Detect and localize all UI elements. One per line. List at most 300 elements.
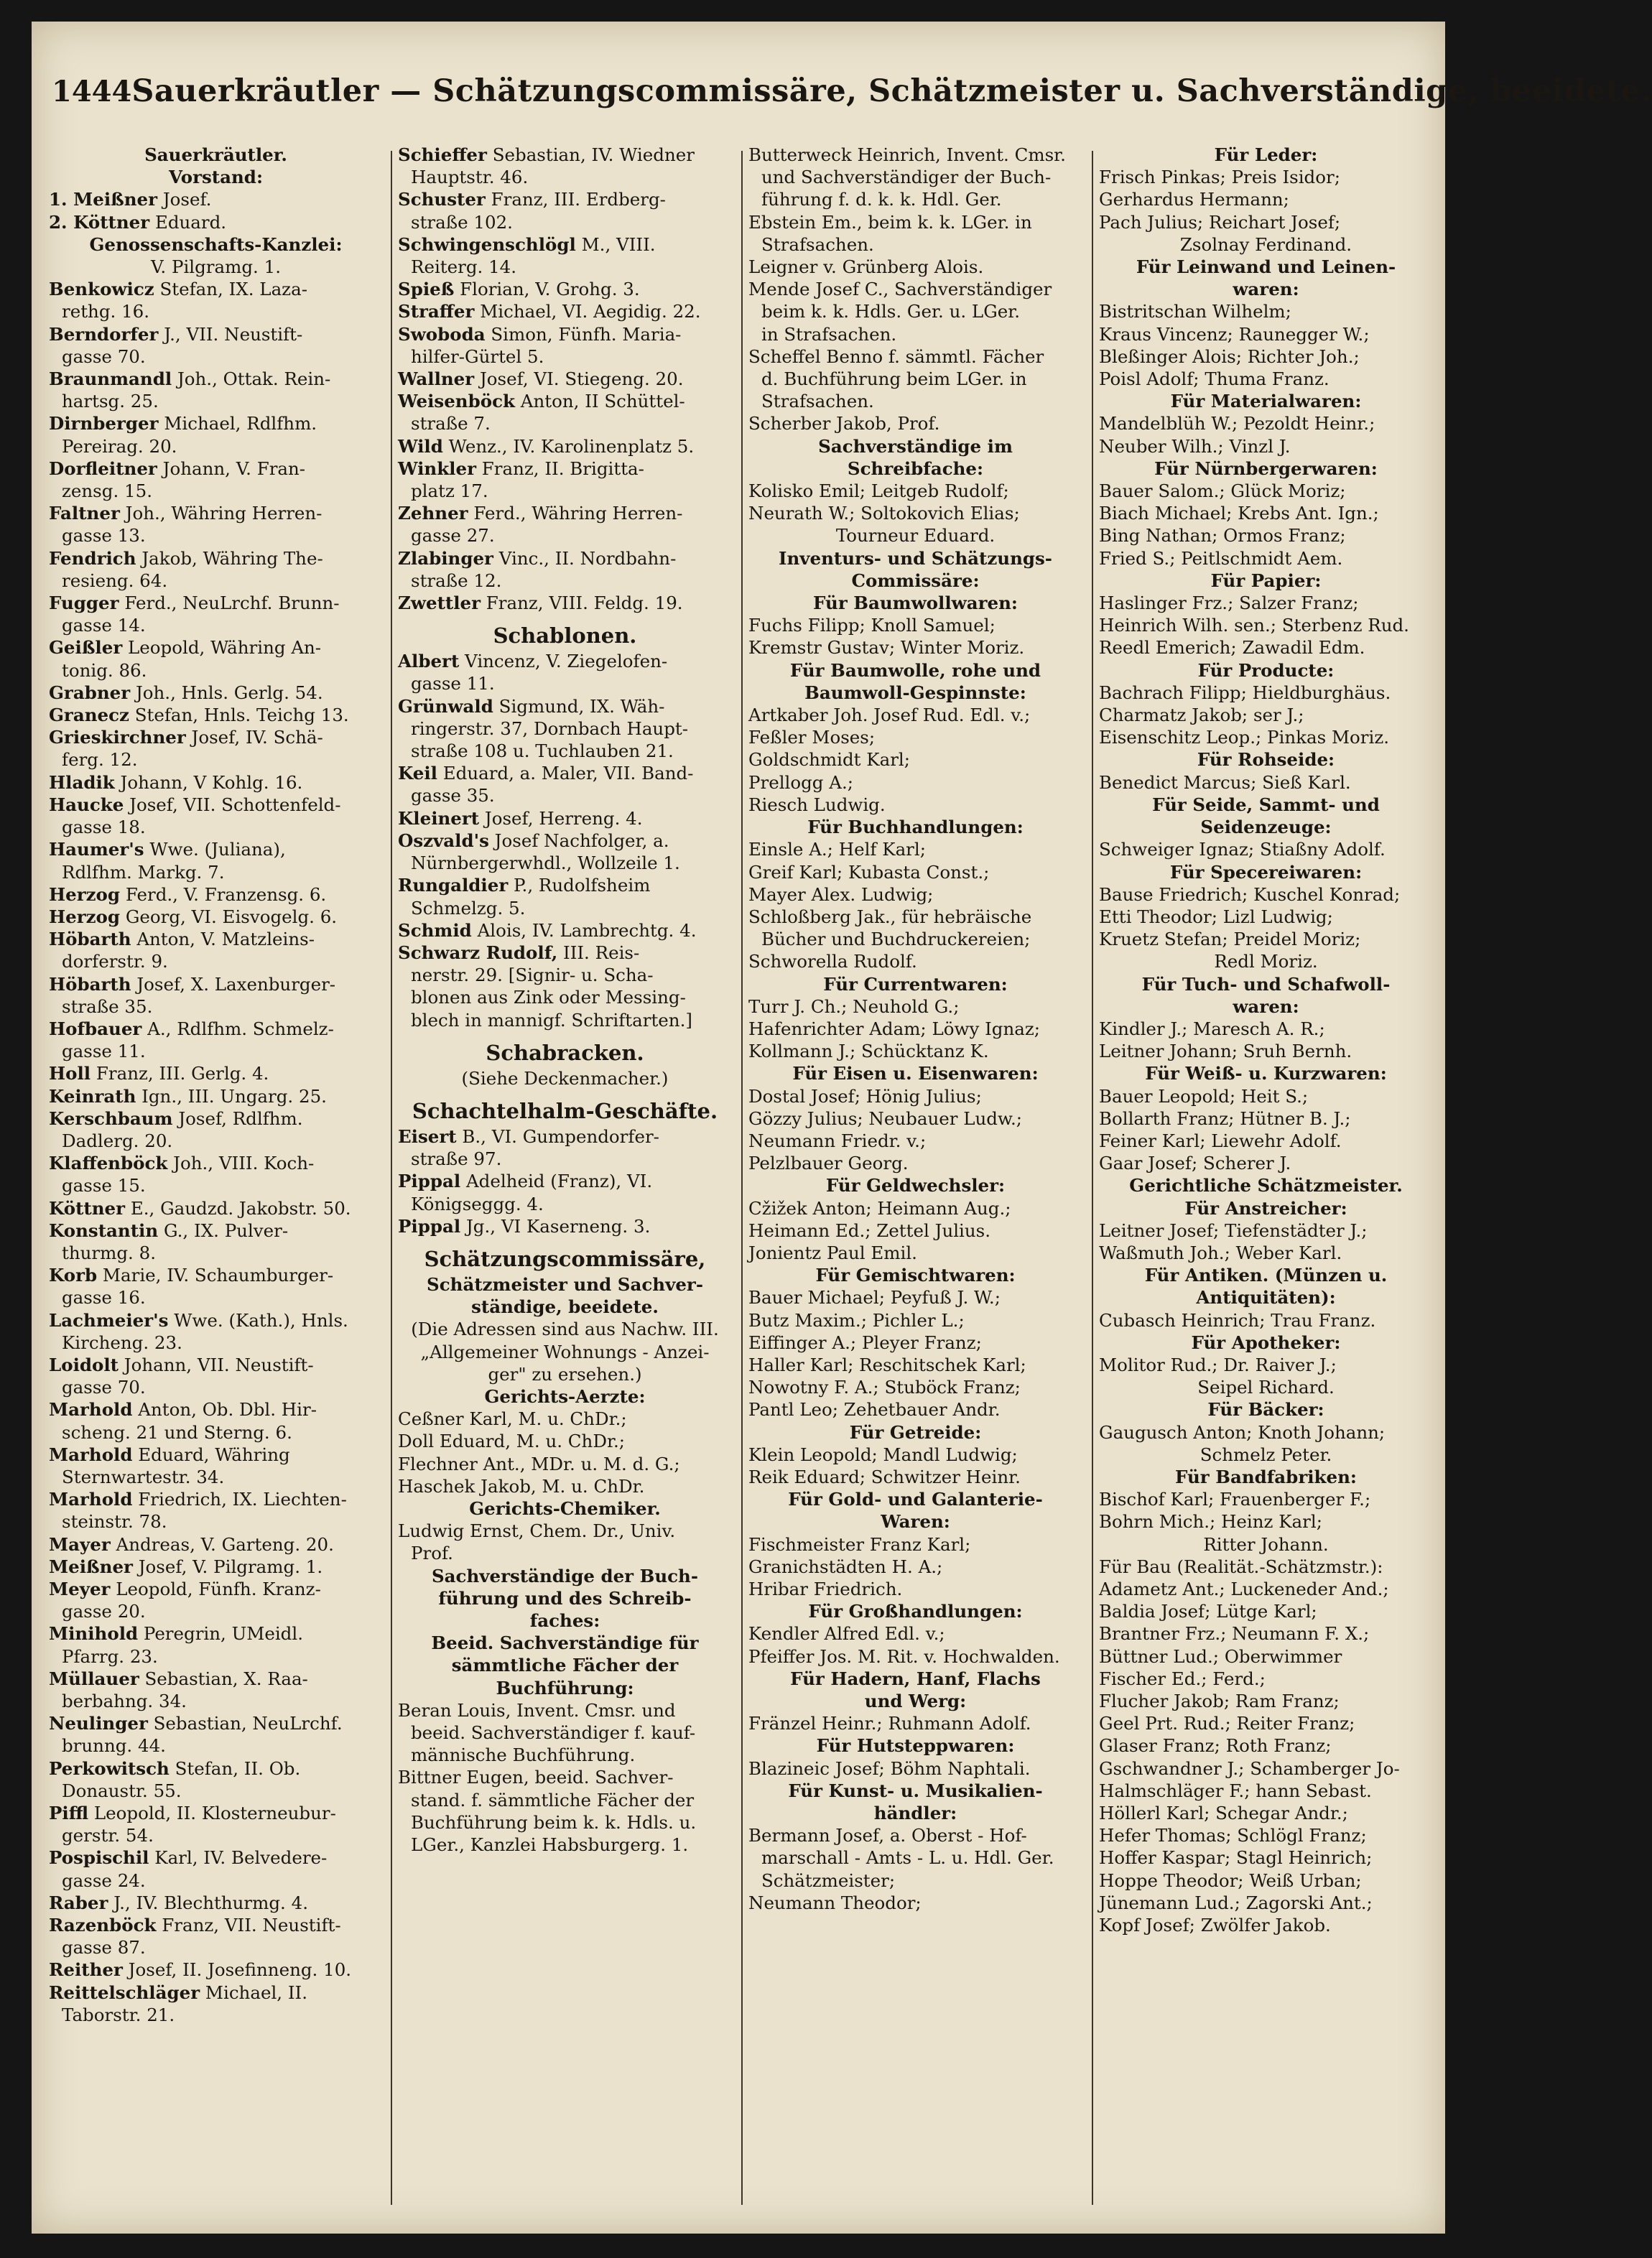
name-line: Neumann Theodor; [748,1892,922,1913]
name-line: Jonientz Paul Emil. [748,1242,917,1263]
section-heading: Für Rohseide: [1197,749,1335,771]
entry-details: Georg, VI. Eisvogelg. 6. [120,906,338,927]
directory-entry [49,704,383,726]
directory-entry [49,771,383,794]
name-line: Hoffer Kaspar; Stagl Heinrich; [1099,1847,1373,1869]
name-line: Bing Nathan; Ormos Franz; [1099,525,1346,547]
name-line: Bollarth Franz; Hütner B. J.; [1099,1107,1351,1129]
entry-continuation: gasse 70. [62,345,146,367]
directory-entry [49,1556,383,1578]
section-heading: Für Baumwolle, rohe und [789,659,1041,681]
entry-continuation: gasse 16. [62,1287,146,1309]
name-line: Scheffel Benno f. sämmtl. Fächer [748,345,1044,367]
entry-name: Neulinger [49,1713,148,1734]
entry-continuation: scheng. 21 und Sterng. 6. [62,1421,292,1443]
directory-entry [49,1444,383,1466]
directory-entry [49,1309,383,1332]
section-heading: händler: [873,1803,957,1824]
name-line: Artkaber Joh. Josef Rud. Edl. v.; [748,705,1031,726]
entry-continuation: thurmg. 8. [62,1242,156,1263]
section-heading: Vorstand: [169,167,263,188]
directory-entry [398,1125,732,1148]
directory-entry [398,323,732,345]
name-line: Gerhardus Hermann; [1099,189,1289,210]
entry-name: Pospischil [49,1847,149,1869]
name-line: Adametz Ant.; Luckeneder And.; [1099,1579,1389,1599]
entry-continuation: Schätzmeister; [761,1869,896,1891]
directory-entry [398,188,732,210]
directory-entry [398,762,732,784]
entry-name: Fugger [49,593,119,614]
directory-entry [49,1219,383,1242]
entry-details: Jakob, Währing The- [136,547,323,569]
name-line: Kendler Alfred Edl. v.; [748,1623,945,1645]
entry-name: 1. Meißner [49,189,158,210]
entry-details: Franz, III. Erdberg- [485,189,666,210]
section-heading: Schabracken. [486,1040,644,1065]
entry-name: Eisert [398,1125,457,1147]
name-line: Für Bau (Realität.-Schätzmstr.): [1099,1556,1383,1577]
name-line: Fischer Ed.; Ferd.; [1099,1668,1266,1689]
directory-entry [49,1712,383,1734]
name-line: Bistritschan Wilhelm; [1099,301,1291,322]
name-line: Gaugusch Anton; Knoth Johann; [1099,1421,1386,1443]
name-line: Frisch Pinkas; Preis Isidor; [1099,167,1340,188]
name-line: Fuchs Filipp; Knoll Samuel; [748,615,996,636]
centered-note: (Die Adressen sind aus Nachw. III. [411,1319,719,1340]
entry-details: Alois, IV. Lambrechtg. 4. [471,919,697,941]
directory-entry [49,973,383,995]
entry-name: Straffer [398,301,475,322]
entry-name: Marhold [49,1444,133,1465]
entry-details: Jg., VI Kaserneng. 3. [460,1215,651,1237]
entry-continuation: Pereirag. 20. [62,435,177,457]
name-line: Goldschmidt Karl; [748,749,911,771]
entry-details: Stefan, II. Ob. [169,1757,301,1779]
entry-continuation: Strafsachen. [761,391,874,412]
entry-continuation: gasse 11. [411,673,495,694]
entry-details: A., Rdlfhm. Schmelz- [141,1018,334,1039]
name-line: Bachrach Filipp; Hieldburghäus. [1099,682,1391,703]
entry-continuation: nerstr. 29. [Signir- u. Scha- [411,965,654,986]
section-heading: Für Bäcker: [1207,1399,1324,1421]
entry-continuation: gasse 14. [62,615,146,636]
section-heading: Für Bandfabriken: [1175,1466,1357,1487]
directory-entry [49,794,383,816]
name-line: Ceßner Karl, M. u. ChDr.; [398,1408,627,1430]
entry-details: Michael, VI. Aegidig. 22. [474,301,701,322]
name-line: Waßmuth Joh.; Weber Karl. [1099,1242,1342,1263]
section-heading: Für Leinwand und Leinen- [1136,256,1396,278]
entry-details: Josef, Rdlfhm. [172,1107,303,1129]
entry-name: Braunmandl [49,368,172,390]
directory-entry [398,278,732,300]
directory-entry [49,502,383,524]
directory-entry [49,211,383,233]
section-heading: Schätzmeister und Sachver- [427,1273,703,1295]
centered-note: Schmelz Peter. [1199,1444,1332,1465]
centered-note: Zsolnay Ferdinand. [1179,233,1352,255]
entry-details: Ferd., Währing Herren- [468,503,683,524]
directory-entry [49,1107,383,1130]
column-1 [49,144,383,2212]
entry-details: Josef, IV. Schä- [185,727,323,748]
entry-name: Pippal [398,1215,461,1237]
entry-details: B., VI. Gumpendorfer- [456,1125,659,1147]
name-line: Haller Karl; Reschitschek Karl; [748,1354,1026,1375]
entry-name: Marhold [49,1399,133,1421]
name-line: Pantl Leo; Zehetbauer Andr. [748,1399,1001,1421]
entry-details: Vincenz, V. Ziegelofen- [459,651,668,672]
entry-continuation: gasse 35. [411,785,495,807]
entry-name: Keinrath [49,1085,136,1107]
entry-details: Josef, V. Pilgramg. 1. [132,1556,323,1577]
name-line: Halmschläger F.; hann Sebast. [1099,1780,1372,1801]
entry-name: Wallner [398,368,475,390]
entry-details: Johann, V. Fran- [157,457,306,479]
directory-entry [49,1533,383,1556]
entry-continuation: dorferstr. 9. [62,951,168,972]
entry-name: Keil [398,763,437,784]
entry-name: Spieß [398,279,455,300]
entry-details: Michael, II. [200,1981,307,2003]
entry-details: III. Reis- [557,942,640,963]
name-line: Kindler J.; Maresch A. R.; [1099,1018,1325,1039]
entry-continuation: beim k. k. Hdls. Ger. u. LGer. [761,301,1021,322]
entry-continuation: marschall - Amts - L. u. Hdl. Ger. [761,1847,1054,1869]
entry-name: Piffl [49,1803,89,1824]
entry-name: Meißner [49,1556,133,1577]
name-line: Neurath W.; Soltokovich Elias; [748,503,1020,524]
entry-continuation: berbahng. 34. [62,1691,187,1712]
entry-continuation: ringerstr. 37, Dornbach Haupt- [411,717,689,739]
name-line: Pach Julius; Reichart Josef; [1099,211,1341,233]
centered-note: Tourneur Eduard. [835,525,996,547]
section-heading: Für Eisen u. Eisenwaren: [792,1063,1039,1084]
entry-continuation: männische Buchführung. [411,1744,636,1766]
section-heading: Genossenschafts-Kanzlei: [89,233,343,255]
entry-name: Raber [49,1892,108,1913]
entry-details: Vinc., II. Nordbahn- [493,547,677,569]
name-line: Charmatz Jakob; ser J.; [1099,705,1304,726]
section-heading: Für Hadern, Hanf, Flachs [790,1668,1041,1689]
entry-details: J., VII. Neustift- [158,323,303,345]
entry-name: Höbarth [49,929,131,950]
name-line: Molitor Rud.; Dr. Raiver J.; [1099,1354,1337,1375]
entry-continuation: Donaustr. 55. [62,1780,182,1801]
entry-details: Simon, Fünfh. Maria- [485,323,682,345]
name-line: Beran Louis, Invent. Cmsr. und [398,1699,676,1721]
entry-continuation: Prof. [411,1543,453,1564]
entry-continuation: Taborstr. 21. [62,2004,175,2025]
page-title: Sauerkräutler — Schätzungscommissäre, Schätzmeister u. Sachverständige, beeidete. [131,73,1652,109]
entry-name: Köttner [49,1197,126,1219]
entry-details: Wwe. (Kath.), Hnls. [168,1309,348,1331]
directory-entry [49,1062,383,1084]
section-heading: Schätzungscommissäre, [424,1246,706,1271]
section-heading: Für Seide, Sammt- und [1152,794,1380,815]
entry-details: Josef, VI. Stiegeng. 20. [474,368,684,390]
column-3 [748,144,1082,2212]
entry-details: Anton, V. Matzleins- [131,929,315,950]
section-heading: Commissäre: [851,570,980,591]
section-heading: Buchführung: [496,1677,634,1699]
name-line: Höllerl Karl; Schegar Andr.; [1099,1803,1348,1824]
directory-entry [398,502,732,524]
entry-details: Sigmund, IX. Wäh- [493,695,665,717]
entry-continuation: Buchführung beim k. k. Hdls. u. [411,1811,697,1833]
directory-entry [49,928,383,950]
entry-continuation: gasse 18. [62,817,146,838]
entry-details: Eduard. [149,211,227,233]
directory-entry [398,144,732,166]
entry-continuation: gasse 11. [62,1041,146,1062]
directory-entry [49,682,383,704]
section-heading: Für Großhandlungen: [808,1601,1023,1622]
directory-entry [398,807,732,830]
entry-details: P., Rudolfsheim [508,875,651,896]
centered-note: „Allgemeiner Wohnungs - Anzei- [420,1341,710,1362]
name-line: Turr J. Ch.; Neuhold G.; [748,995,960,1017]
section-heading: Gerichtliche Schätzmeister. [1129,1175,1403,1197]
name-line: Klein Leopold; Mandl Ludwig; [748,1444,1018,1465]
section-heading: Für Leder: [1214,144,1318,165]
entry-name: Hofbauer [49,1018,142,1039]
name-line: Büttner Lud.; Oberwimmer [1099,1645,1342,1667]
section-heading: Beeid. Sachverständige für [431,1632,699,1654]
entry-details: E., Gaudzd. Jakobstr. 50. [125,1197,351,1219]
directory-entry [49,592,383,614]
entry-name: Hladik [49,771,115,793]
section-heading: Für Geldwechsler: [825,1175,1006,1197]
entry-details: G., IX. Pulver- [158,1219,289,1241]
entry-continuation: gasse 13. [62,525,146,547]
name-line: Mandelblüh W.; Pezoldt Heinr.; [1099,413,1375,435]
directory-entry [49,1018,383,1040]
centered-note: Redl Moriz. [1214,951,1318,972]
entry-name: Reither [49,1959,123,1981]
section-heading: ständige, beeidete. [471,1296,659,1318]
column-rule [391,151,392,2205]
name-line: Etti Theodor; Lizl Ludwig; [1099,906,1333,927]
entry-continuation: straße 108 u. Tuchlauben 21. [411,740,674,762]
entry-name: Schwingenschlögl [398,233,576,255]
name-line: Leigner v. Grünberg Alois. [748,256,984,278]
entry-details: Wenz., IV. Karolinenplatz 5. [442,435,695,457]
centered-note: (Siehe Deckenmacher.) [461,1067,669,1089]
directory-entry [398,233,732,256]
name-line: Reik Eduard; Schwitzer Heinr. [748,1466,1021,1487]
entry-name: Herzog [49,906,121,927]
entry-name: Minihold [49,1623,139,1645]
section-heading: Für Producte: [1197,659,1335,681]
name-line: Hribar Friedrich. [748,1579,903,1599]
entry-name: Dirnberger [49,413,159,435]
directory-entry [49,1802,383,1824]
entry-continuation: Strafsachen. [761,233,874,255]
directory-entry [49,1354,383,1376]
entry-name: Dorfleitner [49,457,157,479]
entry-name: Razenböck [49,1915,157,1936]
section-heading: Für Anstreicher: [1184,1197,1347,1219]
section-heading: Für Buchhandlungen: [807,817,1024,838]
directory-entry [49,1488,383,1510]
entry-continuation: blonen aus Zink oder Messing- [411,987,686,1008]
name-line: Leitner Johann; Sruh Bernh. [1099,1041,1352,1062]
entry-continuation: LGer., Kanzlei Habsburgerg. 1. [411,1834,689,1856]
section-heading: Sauerkräutler. [144,144,287,165]
entry-name: Korb [49,1265,98,1286]
section-heading: Für Currentwaren: [823,973,1008,995]
name-line: Flucher Jakob; Ram Franz; [1099,1691,1340,1712]
section-heading: Gerichts-Aerzte: [484,1385,646,1407]
section-heading: Für Nürnbergerwaren: [1154,457,1378,479]
name-line: Bittner Eugen, beeid. Sachver- [398,1767,674,1788]
name-line: Bause Friedrich; Kuschel Konrad; [1099,883,1401,905]
name-line: Gschwandner J.; Schamberger Jo- [1099,1757,1400,1779]
entry-name: Grünwald [398,695,493,717]
name-line: Reedl Emerich; Zawadil Edm. [1099,637,1365,659]
name-line: Kraus Vincenz; Raunegger W.; [1099,323,1370,345]
section-heading: Sachverständige im [818,435,1013,457]
name-line: Pfeiffer Jos. M. Rit. v. Hochwalden. [748,1645,1060,1667]
entry-continuation: Reiterg. 14. [411,256,517,278]
section-heading: Für Antiken. (Münzen u. [1144,1265,1388,1286]
name-line: Leitner Josef; Tiefenstädter J.; [1099,1219,1368,1241]
directory-entry [49,838,383,860]
entry-name: Kerschbaum [49,1107,173,1129]
directory-entry [49,906,383,928]
section-heading: Für Apotheker: [1191,1332,1341,1353]
directory-entry [398,390,732,412]
entry-continuation: Königseggg. 4. [411,1193,544,1214]
entry-details: Adelheid (Franz), VI. [460,1171,653,1192]
directory-entry [49,1668,383,1690]
entry-name: Reittelschläger [49,1981,200,2003]
entry-details: Florian, V. Grohg. 3. [454,279,640,300]
entry-details: J., IV. Blechthurmg. 4. [108,1892,308,1913]
section-heading: Für Tuch- und Schafwoll- [1141,973,1391,995]
name-line: Nowotny F. A.; Stuböck Franz; [748,1377,1021,1398]
name-line: Granichstädten H. A.; [748,1556,943,1577]
entry-details: Anton, II Schüttel- [514,391,685,412]
entry-details: Josef, VII. Schottenfeld- [124,794,341,815]
section-heading: Für Kunst- u. Musikalien- [788,1780,1043,1801]
name-line: Fischmeister Franz Karl; [748,1533,971,1555]
directory-entry [49,1757,383,1780]
entry-name: Marhold [49,1489,133,1510]
name-line: Jünemann Lud.; Zagorski Ant.; [1099,1892,1373,1913]
entry-continuation: Bücher und Buchdruckereien; [761,929,1031,950]
entry-name: Rungaldier [398,875,509,896]
directory-entry [49,1197,383,1219]
column-2 [398,144,732,2212]
section-heading: waren: [1233,279,1299,300]
name-line: Eiffinger A.; Pleyer Franz; [748,1332,982,1353]
name-line: Hefer Thomas; Schlögl Franz; [1099,1825,1367,1846]
section-heading: Seidenzeuge: [1200,817,1332,838]
name-line: Dostal Josef; Hönig Julius; [748,1085,982,1107]
entry-name: Zehner [398,503,468,524]
entry-continuation: gerstr. 54. [62,1825,154,1846]
entry-name: Grabner [49,682,131,703]
entry-details: Franz, VII. Neustift- [156,1915,341,1936]
entry-name: Haucke [49,794,124,815]
directory-entry [49,636,383,659]
directory-entry [398,650,732,672]
directory-entry [398,300,732,322]
entry-continuation: gasse 24. [62,1869,146,1891]
directory-entry [49,412,383,435]
section-heading: Antiquitäten): [1196,1287,1336,1309]
entry-continuation: d. Buchführung beim LGer. in [761,368,1027,390]
entry-details: Johann, V Kohlg. 16. [114,771,303,793]
entry-name: Klaffenböck [49,1153,168,1174]
entry-name: Herzog [49,883,121,905]
entry-name: Faltner [49,503,120,524]
name-line: Fried S.; Peitlschmidt Aem. [1099,547,1343,569]
name-line: Kollmann J.; Schücktanz K. [748,1041,989,1062]
entry-continuation: und Sachverständiger der Buch- [761,167,1052,188]
name-line: Hoppe Theodor; Weiß Urban; [1099,1869,1362,1891]
name-line: Schworella Rudolf. [748,951,917,972]
directory-entry [49,1152,383,1174]
directory-entry [398,435,732,457]
entry-continuation: straße 7. [411,413,491,435]
section-heading: Inventurs- und Schätzungs- [779,547,1052,569]
entry-name: Lachmeier's [49,1309,169,1331]
name-line: Glaser Franz; Roth Franz; [1099,1735,1332,1757]
name-line: Schloßberg Jak., für hebräische [748,906,1032,927]
name-line: Gözzy Julius; Neubauer Ludw.; [748,1107,1023,1129]
page-number: 1444 [52,74,132,108]
name-line: Eisenschitz Leop.; Pinkas Moriz. [1099,727,1390,748]
entry-continuation: gasse 27. [411,525,495,547]
entry-continuation: ferg. 12. [62,749,138,771]
entry-details: Franz, II. Brigitta- [475,457,644,479]
directory-entry [398,547,732,570]
entry-details: Ign., III. Ungarg. 25. [136,1085,327,1107]
directory-entry [49,1578,383,1600]
entry-name: Schieffer [398,144,487,165]
name-line: Hafenrichter Adam; Löwy Ignaz; [748,1018,1040,1039]
name-line: Kremstr Gustav; Winter Moriz. [748,637,1025,659]
entry-details: Peregrin, UMeidl. [138,1623,303,1645]
section-heading: Für Hutsteppwaren: [816,1735,1015,1757]
directory-entry [398,942,732,964]
entry-name: Mayer [49,1533,111,1555]
directory-entry [49,457,383,480]
entry-name: Perkowitsch [49,1757,170,1779]
directory-entry [398,457,732,480]
entry-continuation: steinstr. 78. [62,1511,167,1533]
directory-entry [398,830,732,852]
entry-continuation: brunng. 44. [62,1735,166,1757]
directory-entry [398,592,732,614]
entry-name: Kleinert [398,807,480,829]
entry-continuation: Dadlerg. 20. [62,1130,173,1151]
entry-continuation: hartsg. 25. [62,391,159,412]
name-line: Bohrn Mich.; Heinz Karl; [1099,1511,1322,1533]
entry-continuation: straße 12. [411,570,502,591]
entry-details: Johann, VII. Neustift- [118,1354,314,1375]
name-line: Baldia Josef; Lütge Karl; [1099,1601,1317,1622]
entry-details: Stefan, IX. Laza- [154,279,307,300]
entry-details: Sebastian, NeuLrchf. [147,1713,343,1734]
centered-note: Ritter Johann. [1203,1533,1329,1555]
name-line: Biach Michael; Krebs Ant. Ign.; [1099,503,1379,524]
directory-entry [49,883,383,906]
